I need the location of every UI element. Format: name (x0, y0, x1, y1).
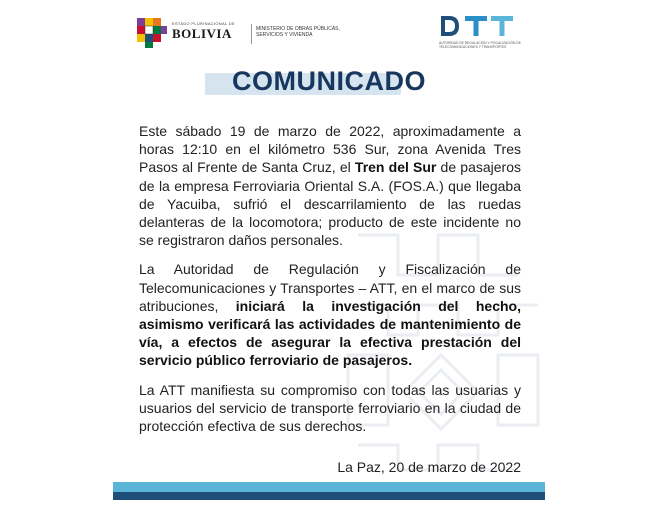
page-title: COMUNICADO (232, 66, 426, 96)
paragraph-3: La ATT manifiesta su compromiso con todas las usuarias y usuarios del servicio de transporte ferroviario en la ciudad de protección efectiva de sus derechos. (139, 381, 521, 435)
paragraph-2 (139, 260, 521, 369)
place-and-date: La Paz, 20 de marzo de 2022 (337, 459, 521, 475)
footer-bar-light (113, 482, 545, 492)
ministry-name: MINISTERIO DE OBRAS PÚBLICAS, SERVICIOS Y VIVIENDA (256, 26, 340, 38)
paragraph-1 (139, 122, 521, 249)
train-name: Tren del Sur (354, 159, 437, 176)
bolivia-name: BOLIVIA (172, 26, 232, 41)
bolivia-logo (135, 16, 340, 52)
header-divider (251, 24, 252, 44)
bolivia-state-label: ESTADO PLURINACIONAL DE (172, 21, 235, 26)
att-subtitle: AUTORIDAD DE REGULACIÓN Y FISCALIZACIÓN DE TELECOMUNICACIONES Y TRANSPORTES (439, 41, 521, 49)
header (113, 0, 545, 60)
communique-body (139, 122, 521, 446)
footer-bar-dark (113, 492, 545, 500)
att-logo (439, 14, 529, 54)
att-logo-mark (439, 14, 515, 38)
communique-page (113, 0, 545, 510)
paragraph-1-text: Este sábado 19 de marzo de 2022, aproximadamente a horas 12:10 en el kilómetro 536 Sur, zona Avenida Tres Pasos al Frente de Santa Cruz, el (139, 123, 521, 176)
paragraph-2-text: La Autoridad de Regulación y Fiscalización de Telecomunicaciones y Transportes – ATT, en el marco de sus atribuciones, (139, 261, 521, 314)
paragraph-2-emphasis: iniciará la investigación del hecho, asimismo verificará las actividades de mantenimiento de vía, a efectos de asegurar la efectiva prestación del servicio público ferroviario de pasajeros. (139, 297, 521, 369)
bolivia-emblem-icon (135, 16, 169, 50)
paragraph-1-text-end: de pasajeros de la empresa Ferroviaria Oriental S.A. (FOS.A.) que llegaba de Yacuiba, sufrió el descarrilamiento de las ruedas delanteras de la locomotora; producto de este incidente no se registraron daños personales. (139, 159, 521, 249)
